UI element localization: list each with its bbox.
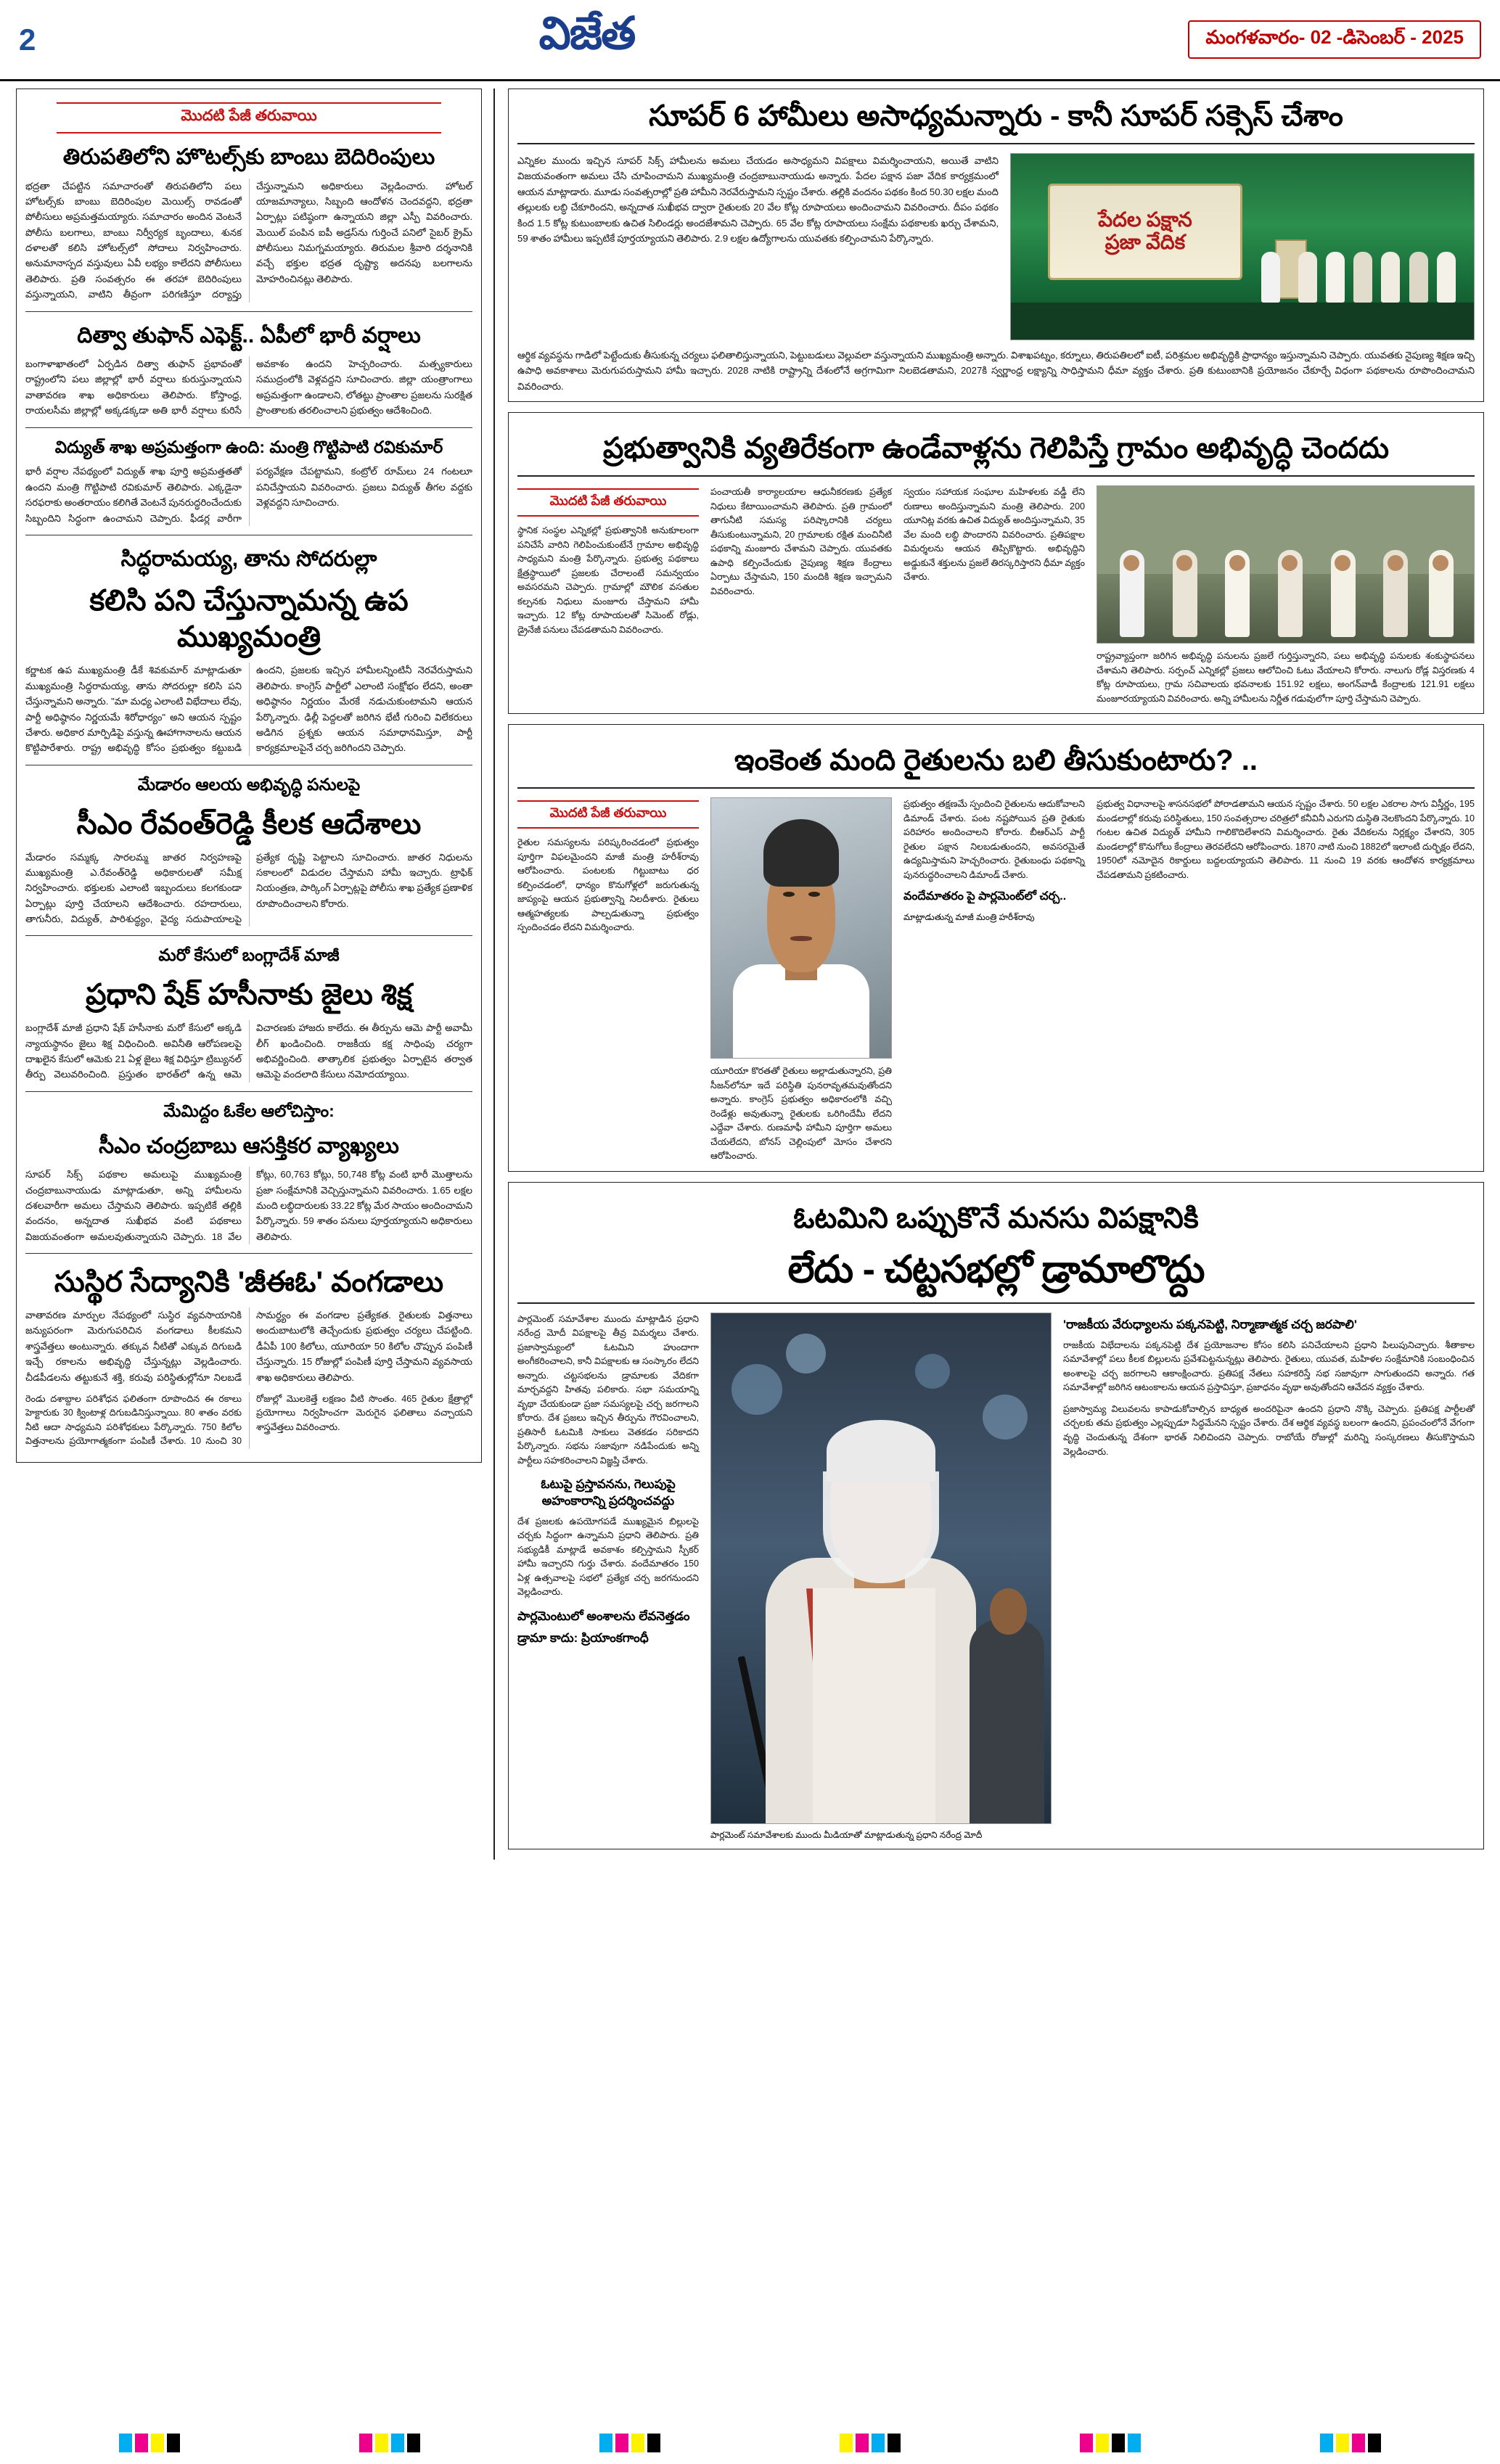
page-body	[0, 81, 1500, 1860]
story-col-3	[903, 485, 1085, 706]
story-col-1	[517, 1313, 699, 1841]
article-chandrababu-remarks	[25, 1101, 472, 1244]
story-body-col4: ప్రభుత్వ విధానాలపై శాసనసభలో పోరాడతామని ఆయన స్పష్టం చేశారు. 50 లక్షల ఎకరాల సాగు విస్తీర్ణం, 195 మండలాల్లో కరువు పరిస్థితులు, 150 సంవత్సరాల చరిత్రలో కనీవినీ ఎరుగని దుస్థితి నెలకొందని పేర్కొన్నారు. 10 గంటల ఉచిత విద్యుత్ హామీని గాలికొదిలేశారని విమర్శించారు. రైతు వేదికలను నిర్లక్ష్యం చేశారని, 305 మండలాల్లో కొనుగోలు కేంద్రాలు తెరవలేదని ఆరోపించారు. 1870 నాటి నుంచి 1882లో ఇలాంటి దుర్భిక్షం లేదని, 1950లో నమోదైన రికార్డులు బద్దలయ్యాయని తెలిపారు. 11 నుంచి 19 వరకు ఆందోళన కార్యక్రమాలు చేపడతామని ప్రకటించారు.	[1097, 799, 1475, 880]
masthead	[0, 0, 1500, 81]
article-headline: సీఎం రేవంత్‌రెడ్డి కీలక ఆదేశాలు	[76, 808, 422, 840]
story-headline: ప్రభుత్వానికి వ్యతిరేకంగా ఉండేవాళ్లను గెలిపిస్తే గ్రామం అభివృద్ధి చెందదు	[602, 432, 1390, 465]
story-content	[517, 153, 1475, 340]
story-col-4	[1097, 797, 1475, 1164]
story-body-col1-sub: దేశ ప్రజలకు ఉపయోగపడే ముఖ్యమైన బిల్లులపై చర్చకు సిద్ధంగా ఉన్నామని ప్రధాని తెలిపారు. ప్రతి సభ్యుడికీ మాట్లాడే అవకాశం కల్పిస్తామని స్పీకర్ హామీ ఇచ్చారని గుర్తు చేశారు. వందేమాతరం 150 ఏళ్ల ఉత్సవాలపై సభలో ప్రత్యేక చర్చ జరగనుందని వెల్లడించారు.	[517, 1516, 699, 1598]
story-content	[517, 1313, 1475, 1841]
story-body-col2: పంచాయతీ కార్యాలయాల ఆధునీకరణకు ప్రత్యేక నిధులు కేటాయించామని తెలిపారు. ప్రతి గ్రామంలో తాగునీటి సమస్య పరిష్కారానికి చర్యలు తీసుకుంటున్నామని, 20 గ్రామాలకు రక్షిత మంచినీటి పథకాన్ని మంజూరు చేశామని చెప్పారు. యువతకు ఉపాధి కల్పించేందుకు నైపుణ్య శిక్షణ కేంద్రాలు ఏర్పాటు చేస్తామని, 150 మందికి శిక్షణ ఇచ్చామని వివరించారు.	[710, 487, 892, 596]
story-body-col3: స్వయం సహాయక సంఘాల మహిళలకు వడ్డీ లేని రుణాలు అందిస్తున్నామని మంత్రి తెలిపారు. 200 యూనిట్ల వరకు ఉచిత విద్యుత్ అందిస్తున్నామని, 35 వేల మంది లబ్ధి పొందారని వివరించారు. ప్రతిపక్షాల విమర్శలను ఆయన తిప్పికొట్టారు. అభివృద్ధిని అడ్డుకునే శక్తులను ప్రజలే తిరస్కరిస్తారని ధీమా వ్యక్తం చేశారు.	[903, 487, 1085, 583]
divider	[25, 311, 472, 312]
article-body: బంగ్లాదేశ్ మాజీ ప్రధాని షేక్ హసీనాకు మరో కేసులో అక్కడి న్యాయస్థానం జైలు శిక్ష విధించింది. అవినీతి ఆరోపణలపై దాఖలైన కేసులో ఆమెకు 21 ఏళ్ల జైలు శిక్ష విధిస్తూ ట్రిబ్యునల్ తీర్పు వెలువరించింది. ప్రస్తుతం భారత్‌లో ఉన్న ఆమె విచారణకు హాజరు కాలేదు. ఈ తీర్పును ఆమె పార్టీ అవామీ లీగ్ ఖండించింది. రాజకీయ కక్ష సాధింపు చర్యగా అభివర్ణించింది. తాత్కాలిక ప్రభుత్వం ఏర్పాటైన తర్వాత ఆమెపై వందలాది కేసులు నమోదయ్యాయి.	[25, 1022, 472, 1080]
divider	[517, 1302, 1475, 1304]
article-body-continued: రెండు దశాబ్దాల పరిశోధన ఫలితంగా రూపొందిన ఈ రకాలు హెక్టారుకు 30 క్వింటాళ్ల దిగుబడినిస్తున్నాయి. 80 శాతం వరకు నీటి ఆదా సాధ్యమని పరిశోధకులు పేర్కొన్నారు. 750 కిలోల విత్తనాలను ప్రయోగాత్మకంగా పంపిణీ చేశారు. 10 నుంచి 30 రోజుల్లో మొలకెత్తే లక్షణం వీటి సొంతం. 465 రైతుల క్షేత్రాల్లో ప్రయోగాలు నిర్వహించగా మెరుగైన ఫలితాలు వచ్చాయని శాస్త్రవేత్తలు వివరించారు.	[25, 1393, 472, 1447]
article-sheikh-hasina-jail	[25, 945, 472, 1082]
story-col-2	[1063, 1313, 1475, 1841]
story-subhead-1: ఓటుపై ప్రస్తావనను, గెలుపుపై అహంకారాన్ని ప్రదర్శించవద్దు	[541, 1477, 676, 1508]
story-body-col1: స్థానిక సంస్థల ఎన్నికల్లో ప్రభుత్వానికి అనుకూలంగా పనిచేసే వారిని గెలిపించుకుంటేనే గ్రామాల అభివృద్ధి సాధ్యమని మంత్రి పేర్కొన్నారు. ప్రభుత్వ పథకాలు క్షేత్రస్థాయిలో ప్రజలకు చేరాలంటే సమన్వయం అవసరమని చెప్పారు. గ్రామాల్లో మౌలిక వసతుల కల్పనకు నిధులు మంజూరు చేస్తామని హామీ ఇచ్చారు. 12 కోట్ల రూపాయలతో సిమెంట్ రోడ్లు, డ్రైనేజీ పనులు చేపడతామని వివరించారు.	[517, 525, 699, 635]
story-text-left	[517, 153, 999, 340]
continued-from-page-one-badge: మొదటి పేజీ తరువాయి	[517, 488, 699, 517]
swatch-group	[119, 2434, 180, 2452]
story-content	[517, 797, 1475, 1164]
page-number: 2	[19, 22, 36, 57]
story-body-col1: పార్లమెంట్ సమావేశాల ముందు మాట్లాడిన ప్రధాని నరేంద్ర మోదీ విపక్షాలపై తీవ్ర విమర్శలు చేశారు. ప్రజాస్వామ్యంలో ఓటమిని హుందాగా అంగీకరించాలని, కానీ విపక్షాలకు ఆ సంస్కారం లేదని అన్నారు. చట్టసభలను డ్రామాలకు వేదికగా మార్చవద్దని హితవు పలికారు. సభా సమయాన్ని వృథా చేయకుండా ప్రజా సమస్యలపై చర్చ జరగాలని కోరారు. దేశ ప్రజలు ఇచ్చిన తీర్పును గౌరవించాలని, ప్రతిసారీ ఓటమికి సాకులు వెతకడం సరికాదని పేర్కొన్నారు. సభను సజావుగా నడిపేందుకు అన్ని పార్టీలు సహకరించాలని విజ్ఞప్తి చేశారు.	[517, 1313, 699, 1466]
article-body: సూపర్ సిక్స్ పథకాల అమలుపై ముఖ్యమంత్రి చంద్రబాబునాయుడు మాట్లాడుతూ, అన్ని హామీలను దశలవారీగా అమలు చేస్తామని తెలిపారు. ఇప్పటికే తల్లికి వందనం, అన్నదాత సుఖీభవ వంటి పథకాలు విజయవంతంగా అమలవుతున్నాయని చెప్పారు. 18 వేల కోట్లు, 60,763 కోట్లు, 50,748 కోట్ల వంటి భారీ మొత్తాలను ప్రజా సంక్షేమానికి వెచ్చిస్తున్నామని వివరించారు. 1.65 లక్షల మంది లబ్ధిదారులకు 33.22 కోట్ల మేర సాయం అందించామని పేర్కొన్నారు. 59 శాతం పనులు పూర్తయ్యాయని అధికారులు తెలిపారు.	[25, 1169, 472, 1242]
article-body: బంగాళాఖాతంలో ఏర్పడిన దిత్వా తుఫాన్ ప్రభావంతో రాష్ట్రంలోని పలు జిల్లాల్లో భారీ వర్షాలు కురుస్తున్నాయని వాతావరణ శాఖ అధికారులు తెలిపారు. కోస్తాంధ్ర, రాయలసీమ జిల్లాల్లో అక్కడక్కడా అతి భారీ వర్షాలు కురిసే అవకాశం ఉందని హెచ్చరించారు. మత్స్యకారులు సముద్రంలోకి వెళ్లవద్దని సూచించారు. జిల్లా యంత్రాంగాలు అప్రమత్తంగా ఉండాలని, లోతట్టు ప్రాంతాల ప్రజలను సురక్షిత ప్రాంతాలకు తరలించాలని ప్రభుత్వం ఆదేశించింది.	[25, 358, 472, 416]
logo-text: విజేత	[538, 9, 635, 59]
article-headline-line-1: సిద్ధరామయ్య, తాను సోదరుల్లా	[120, 546, 377, 571]
story-subhead-bottom-2: డ్రామా కాదు: ప్రియాంకగాంధీ	[517, 1630, 649, 1645]
article-kicker: మరో కేసులో బంగ్లాదేశ్ మాజీ	[158, 945, 340, 965]
photo-caption: పార్లమెంట్ సమావేశాలకు ముందు మీడియాతో మాట్లాడుతున్న ప్రధాని నరేంద్ర మోదీ	[710, 1829, 983, 1840]
article-kicker: మేమిద్దం ఓకేల ఆలోచిస్తాం:	[163, 1101, 335, 1120]
photo-caption: మాట్లాడుతున్న మాజీ మంత్రి హరీశ్‌రావు	[903, 912, 1035, 923]
article-siddaramaiah-dcm	[25, 546, 472, 756]
article-headline: సుస్థిర సేద్యానికి 'జీఈఓ' వంగడాలు	[54, 1266, 444, 1299]
story-photo-block	[710, 1313, 1052, 1841]
photo-harish-rao-portrait	[710, 797, 892, 1059]
article-tirupati-bomb-threat	[25, 144, 472, 303]
left-column-frame	[16, 89, 482, 1463]
divider	[517, 143, 1475, 144]
story-col-1	[517, 797, 699, 1164]
story-col-2-with-photo	[710, 797, 892, 1164]
story-body-col2: రాజకీయ విభేదాలను పక్కనపెట్టి దేశ ప్రయోజనాల కోసం కలిసి పనిచేయాలని ప్రధాని పిలుపునిచ్చారు. శీతాకాల సమావేశాల్లో పలు కీలక బిల్లులను ప్రవేశపెట్టనున్నట్లు తెలిపారు. రైతులు, యువత, మహిళల సంక్షేమానికి సంబంధించిన అంశాలపై చర్చ జరగాలని ఆకాంక్షించారు. ప్రతిపక్ష నేతలు సహకరిస్తే సభ సజావుగా సాగుతుందని అన్నారు. గత సమావేశాల్లో జరిగిన ఆటంకాలను ఆయన ప్రస్తావిస్తూ, ప్రజాధనం వృథా అవుతోందని ఆవేదన వ్యక్తం చేశారు.	[1063, 1339, 1475, 1393]
story-subhead: వందేమాతరం పై పార్లమెంట్‌లో చర్చ..	[903, 890, 1067, 903]
article-body: వాతావరణ మార్పుల నేపథ్యంలో సుస్థిర వ్యవసాయానికి జన్యుపరంగా మెరుగుపరిచిన వంగడాలు కీలకమని శాస్త్రవేత్తలు అంటున్నారు. తక్కువ నీటితో ఎక్కువ దిగుబడి ఇచ్చే రకాలను అభివృద్ధి చేస్తున్నట్లు వెల్లడించారు. చీడపీడలను తట్టుకునే శక్తి, కరువు పరిస్థితుల్లోనూ నిలబడే సామర్థ్యం ఈ వంగడాల ప్రత్యేకత. రైతులకు విత్తనాలు అందుబాటులోకి తెచ్చేందుకు ప్రభుత్వం చర్యలు చేపట్టింది. డీఏపీ 100 కిలోలు, యూరియా 50 కిలోల చొప్పున పంపిణీ చేస్తున్నారు. 15 రోజుల్లో పంపిణీ పూర్తి చేస్తామని వ్యవసాయ శాఖ అధికారులు తెలిపారు.	[25, 1310, 472, 1383]
story-col-1	[517, 485, 699, 706]
article-medaram-temple	[25, 774, 472, 927]
photo-banner-text: పేదల పక్షాన ప్రజా వేదిక	[1048, 184, 1242, 280]
photo-pm-modi	[710, 1313, 1052, 1824]
divider	[517, 475, 1475, 477]
story-body-left: ఎన్నికల ముందు ఇచ్చిన సూపర్ సిక్స్ హామీలను అమలు చేయడం అసాధ్యమని విపక్షాలు విమర్శించాయని, అయితే వాటిని విజయవంతంగా అమలు చేసి చూపించామని ముఖ్యమంత్రి చంద్రబాబునాయుడు అన్నారు. పేదల పక్షాన పజా వేదిక కార్యక్రమంలో ఆయన మాట్లాడారు. మూడు సంవత్సరాల్లో ప్రతి హామీని నెరవేరుస్తామని స్పష్టం చేశారు. తల్లికి వందనం పథకం కింద 50.30 లక్షల మంది తల్లులకు లబ్ధి చేకూరిందని, అన్నదాత సుఖీభవ ద్వారా రైతులకు 20 వేల కోట్ల రూపాయలు అందించామని వివరించారు. దీపం పథకం కింద 1.5 కోట్ల కుటుంబాలకు ఉచిత సిలిండర్లు అందజేశామని చెప్పారు. 65 వేల కోట్ల రూపాయలు సంక్షేమ పథకాలకు ఖర్చు చేశామని, 59 శాతం హామీలు ఇప్పటికే పూర్తయ్యాయని తెలిపారు. 2.9 లక్షల ఉద్యోగాలను యువతకు కల్పించామని పేర్కొన్నారు.	[517, 155, 999, 244]
story-farmer-deaths	[508, 724, 1484, 1172]
story-headline: ఇంకెంత మంది రైతులను బలి తీసుకుంటారు? ..	[734, 744, 1258, 777]
story-body-col3: ప్రభుత్వం తక్షణమే స్పందించి రైతులను ఆదుకోవాలని డిమాండ్ చేశారు. పంట నష్టపోయిన ప్రతి రైతుకు పరిహారం అందించాలని కోరారు. బీఆర్ఎస్ పార్టీ రైతుల పక్షాన నిలబడుతుందని, అవసరమైతే ఉద్యమిస్తామని హెచ్చరించారు. రైతుబంధు పథకాన్ని పునరుద్ధరించాలని డిమాండ్ చేశారు.	[903, 799, 1085, 880]
swatch-group	[840, 2434, 901, 2452]
swatch-group	[599, 2434, 660, 2452]
story-super-six-promises	[508, 89, 1484, 402]
date-badge: మంగళవారం- 02 -డిసెంబర్ - 2025	[1188, 20, 1481, 59]
swatch-group	[359, 2434, 420, 2452]
story-village-development	[508, 412, 1484, 714]
story-content	[517, 485, 1475, 706]
continued-from-page-one-badge: మొదటి పేజీ తరువాయి	[517, 800, 699, 829]
story-body-col3: ప్రజాస్వామ్య విలువలను కాపాడుకోవాల్సిన బాధ్యత అందరిపైనా ఉందని ప్రధాని నొక్కి చెప్పారు. ప్రతిపక్ష పార్టీలతో చర్చలకు తమ ప్రభుత్వం ఎల్లప్పుడూ సిద్ధమేనని స్పష్టం చేశారు. దేశ ఆర్థిక వ్యవస్థ బలంగా ఉందని, ప్రపంచంలోనే వేగంగా వృద్ధి చెందుతున్న దేశంగా భారత్ నిలిచిందని చెప్పారు. రాబోయే రోజుల్లో మరిన్ని సంస్కరణలు తీసుకొస్తామని వెల్లడించారు.	[1063, 1403, 1475, 1457]
story-headline: సూపర్ 6 హామీలు అసాధ్యమన్నారు - కానీ సూపర్ సక్సెస్ చేశాం	[649, 100, 1343, 132]
divider	[25, 1091, 472, 1092]
divider	[25, 935, 472, 936]
article-geo-seeds	[25, 1264, 472, 1449]
story-modi-parliament	[508, 1182, 1484, 1849]
article-headline: దిత్వా తుఫాన్ ఎఫెక్ట్.. ఏపీలో భారీ వర్షాలు	[77, 323, 421, 348]
left-column	[16, 89, 495, 1860]
article-headline: విద్యుత్ శాఖ అప్రమత్తంగా ఉంది: మంత్రి గొట్టిపాటి రవికుమార్	[54, 437, 443, 456]
story-col-2	[710, 485, 892, 706]
photo-minister-foundation-stone	[1097, 485, 1475, 644]
article-headline-line-2: కలిసి పని చేస్తున్నామన్న ఉప ముఖ్యమంత్రి	[89, 585, 409, 654]
story-body-col1: రైతుల సమస్యలను పరిష్కరించడంలో ప్రభుత్వం పూర్తిగా విఫలమైందని మాజీ మంత్రి హరీశ్‌రావు ఆరోపించారు. పంటలకు గిట్టుబాటు ధర కల్పించడంలో, ధాన్యం కొనుగోళ్లలో జరుగుతున్న జాప్యంపై ఆయన ప్రభుత్వాన్ని నిలదీశారు. రైతులు ఆత్మహత్యలకు పాల్పడుతున్నా ప్రభుత్వం స్పందించడం లేదని విమర్శించారు.	[517, 837, 699, 933]
article-body: కర్ణాటక ఉప ముఖ్యమంత్రి డీకే శివకుమార్ మాట్లాడుతూ ముఖ్యమంత్రి సిద్ధరామయ్య, తాను సోదరుల్లా కలిసి పని చేస్తున్నామని అన్నారు. "మా మధ్య ఎలాంటి విభేదాలు లేవు, పార్టీ అధిష్ఠానం నిర్ణయమే శిరోధార్యం" అని ఆయన స్పష్టం చేశారు. అధికార మార్పిడిపై వస్తున్న ఊహాగానాలను ఆయన కొట్టిపారేశారు. రాష్ట్ర అభివృద్ధి కోసం ప్రభుత్వం కట్టుబడి ఉందని, ప్రజలకు ఇచ్చిన హామీలన్నింటినీ నెరవేరుస్తామని తెలిపారు. కాంగ్రెస్ పార్టీలో ఎలాంటి సంక్షోభం లేదని, అంతా అధిష్ఠానం నిర్ణయం మేరకే నడుచుకుంటామని ఆయన పేర్కొన్నారు. ఢిల్లీ పెద్దలతో జరిగిన భేటీ గురించి విలేకరులు అడిగిన ప్రశ్నకు ఆయన సమాధానమిస్తూ, పార్టీ కార్యక్రమాలపైనే చర్చ జరిగిందని చెప్పారు.	[25, 665, 472, 754]
divider	[517, 787, 1475, 789]
story-subhead-2: 'రాజకీయ వేరుధ్యాలను పక్కనపెట్టి, నిర్మాణాత్మక చర్చ జరపాలి'	[1063, 1317, 1357, 1331]
article-ditwah-cyclone	[25, 322, 472, 419]
story-headline-line-1: ఓటమిని ఒప్పుకొనే మనసు విపక్షానికి	[793, 1202, 1199, 1234]
article-headline: సీఎం చంద్రబాబు ఆసక్తికర వ్యాఖ్యలు	[99, 1133, 399, 1158]
swatch-group	[1320, 2434, 1381, 2452]
article-body: మేడారం సమ్మక్క సారలమ్మ జాతర నిర్వహణపై ముఖ్యమంత్రి ఎ.రేవంత్‌రెడ్డి అధికారులతో సమీక్ష నిర్వహించారు. భక్తులకు ఎలాంటి ఇబ్బందులు కలగకుండా ఏర్పాట్లు పూర్తి చేయాలని ఆదేశించారు. రహదారులు, తాగునీరు, విద్యుత్, పారిశుద్ధ్యం, వైద్య సదుపాయాలపై ప్రత్యేక దృష్టి పెట్టాలని సూచించారు. జాతర నిధులను సకాలంలో విడుదల చేస్తామని హామీ ఇచ్చారు. ట్రాఫిక్ నియంత్రణ, పార్కింగ్ ఏర్పాట్లపై పోలీసు శాఖ ప్రత్యేక ప్రణాళిక రూపొందించాలని కోరారు.	[25, 851, 472, 925]
article-body: భారీ వర్షాల నేపథ్యంలో విద్యుత్ శాఖ పూర్తి అప్రమత్తతతో ఉందని మంత్రి గొట్టిపాటి రవికుమార్ తెలిపారు. ఎక్కడైనా సరఫరాకు అంతరాయం కలిగితే వెంటనే పునరుద్ధరించేందుకు సిబ్బందిని సిద్ధంగా ఉంచామని చెప్పారు. ఫీడర్ల వారీగా పర్యవేక్షణ చేపట్టామని, కంట్రోల్ రూమ్‌లు 24 గంటలూ పనిచేస్తాయని వివరించారు. ప్రజలు విద్యుత్ తీగల వద్దకు వెళ్లవద్దని సూచించారు.	[25, 466, 472, 524]
story-col-3	[903, 797, 1085, 1164]
divider	[25, 1253, 472, 1254]
article-power-dept-alert	[25, 437, 472, 526]
print-registration-colorbar	[0, 2432, 1500, 2454]
story-body-col2: యూరియా కొరతతో రైతులు అల్లాడుతున్నారని, ప్రతి సీజన్‌లోనూ ఇదే పరిస్థితి పునరావృతమవుతోందని అన్నారు. కాంగ్రెస్ ప్రభుత్వం అధికారంలోకి వచ్చి రెండేళ్లు అవుతున్నా రైతులకు ఒరిగిందేమీ లేదని ఎద్దేవా చేశారు. రుణమాఫీ హామీని పూర్తిగా అమలు చేయలేదని, బోనస్ చెల్లింపులో మోసం చేశారని ఆరోపించారు.	[710, 1066, 892, 1162]
right-column	[495, 89, 1484, 1860]
article-kicker: మేడారం ఆలయ అభివృద్ధి పనులపై	[137, 774, 361, 794]
article-headline: ప్రధాని షేక్ హసీనాకు జైలు శిక్ష	[86, 979, 412, 1011]
masthead-date	[1104, 20, 1481, 59]
story-headline-line-2: లేదు - చట్టసభల్లో డ్రామాలొద్దు	[787, 1248, 1205, 1291]
story-col-4-with-photo	[1097, 485, 1475, 706]
continued-from-page-one-badge: మొదటి పేజీ తరువాయి	[57, 102, 441, 134]
story-body-col4: రాష్ట్రవ్యాప్తంగా జరిగిన అభివృద్ధి పనులను ప్రజలే గుర్తిస్తున్నారని, పలు అభివృద్ధి పనులకు శంకుస్థాపనలు చేశామని తెలిపారు. సర్పంచ్ ఎన్నికల్లో ప్రజలు ఆలోచించి ఓటు వేయాలని కోరారు. నాలుగు రోడ్ల విస్తరణకు 4 కోట్ల రూపాయలు, గ్రామ సచివాలయ భవనాలకు 151.92 లక్షలు, అంగన్‌వాడీ కేంద్రాలకు 121.91 లక్షలు మంజూరయ్యాయని వివరించారు. అన్ని హామీలను నిర్ణీత గడువులోగా పూర్తి చేస్తామని చెప్పారు.	[1097, 651, 1475, 704]
newspaper-logo	[70, 9, 1104, 70]
swatch-group	[1080, 2434, 1141, 2452]
divider	[25, 427, 472, 428]
story-subhead-bottom-1: పార్లమెంటులో అంశాలను లేవనెత్తడం	[517, 1609, 690, 1623]
story-body-right: ఆర్థిక వ్యవస్థను గాడిలో పెట్టేందుకు తీసుకున్న చర్యలు ఫలితాలిస్తున్నాయని, పెట్టుబడులు వెల్లువలా వస్తున్నాయని ముఖ్యమంత్రి అన్నారు. విశాఖపట్నం, కర్నూలు, తిరుపతిలలో ఐటీ, పరిశ్రమల అభివృద్ధికి ప్రాధాన్యం ఇస్తున్నామని చెప్పారు. యువతకు నైపుణ్య శిక్షణ ఇచ్చి ఉపాధి అవకాశాలు మెరుగుపరుస్తామని హామీ ఇచ్చారు. 2028 నాటికి రాష్ట్రాన్ని దేశంలోనే అగ్రగామిగా నిలబెడతామని, 2027కి స్వర్ణాంధ్ర లక్ష్యాన్ని సాధిస్తామని ధీమా వ్యక్తం చేశారు. ప్రతి కుటుంబానికి ప్రయోజనం చేకూర్చే విధంగా పథకాలను రూపొందించామని వివరించారు.	[517, 350, 1475, 392]
story-photo-block	[1010, 153, 1475, 340]
article-body: భద్రతా చేపట్టిన సమాచారంతో తిరుపతిలోని పలు హోటల్స్‌కు బాంబు బెదిరింపుల మెయిల్స్ రావడంతో పోలీసులు అప్రమత్తమయ్యారు. సమాచారం అందిన వెంటనే పోలీసు బలగాలు, బాంబు నిర్వీర్యక బృందాలు, శునక దళాలతో కలిసి హోటల్స్‌లో సోదాలు నిర్వహించారు. అనుమానాస్పద వస్తువులు ఏవీ లభ్యం కాలేదని పోలీసులు తెలిపారు. ప్రతి సంవత్సరం ఈ తరహా బెదిరింపులు వస్తున్నాయని, వాటిని తీవ్రంగా పరిగణిస్తూ దర్యాప్తు చేస్తున్నామని అధికారులు వెల్లడించారు. హోటల్ యాజమాన్యాలు, సిబ్బంది ఆందోళన చెందవద్దని, భద్రతా ఏర్పాట్లు పటిష్ఠంగా ఉన్నాయని జిల్లా ఎస్పీ వివరించారు. మెయిల్ పంపిన ఐపీ అడ్రస్‌ను గుర్తించే పనిలో సైబర్ క్రైమ్ పోలీసులు నిమగ్నమయ్యారు. తిరుమల శ్రీవారి దర్శనానికి వచ్చే భక్తుల భద్రత దృష్ట్యా అదనపు బలగాలను మోహరించినట్లు తెలిపారు.	[25, 180, 472, 300]
photo-public-meeting	[1010, 153, 1475, 340]
article-headline: తిరుపతిలోని హొటల్స్‌కు బాంబు బెదిరింపులు	[62, 145, 435, 169]
